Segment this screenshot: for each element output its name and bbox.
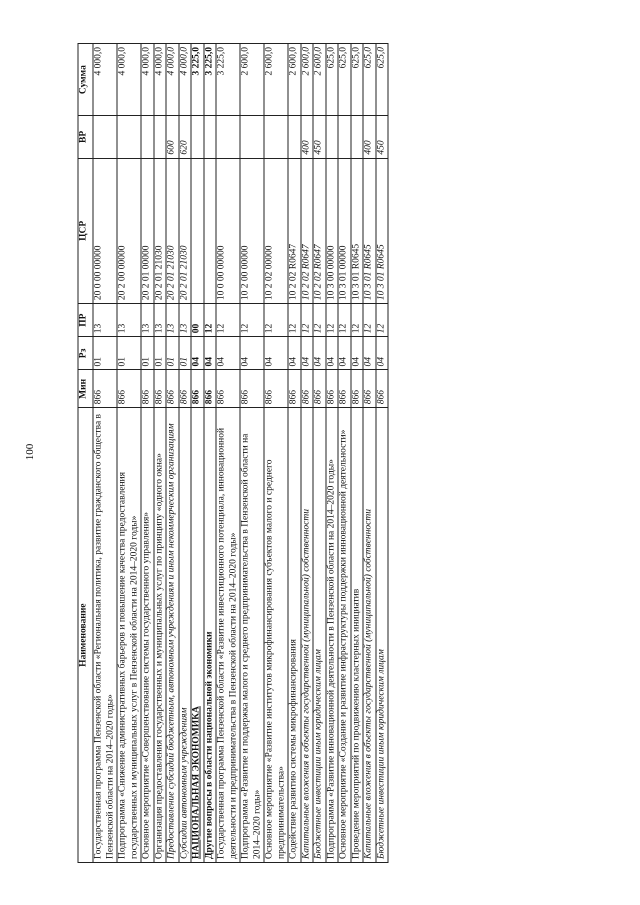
row-min: 866 — [338, 370, 351, 408]
row-name: Проведение мероприятий по продвижению кластерных инициатив — [351, 408, 364, 863]
row-rz: 04 — [376, 337, 389, 370]
row-name: Бюджетные инвестиции иным юридическим лицам — [313, 408, 326, 863]
row-pr: 12 — [326, 304, 339, 337]
row-vr: 450 — [313, 116, 326, 158]
header-rz: Рз — [78, 337, 93, 370]
row-vr: 620 — [179, 116, 192, 158]
row-csr: 10 2 02 00000 — [264, 158, 288, 303]
row-csr: 10 2 02 R0647 — [301, 158, 314, 303]
row-csr: 10 3 01 00000 — [338, 158, 351, 303]
row-name: Предоставление субсидий бюджетным, автономным учреждениям и иным некоммерческим организациям — [166, 408, 179, 863]
row-pr: 13 — [117, 304, 141, 337]
table-row — [216, 44, 240, 863]
row-min: 866 — [117, 370, 141, 408]
row-vr — [216, 116, 240, 158]
row-min: 866 — [326, 370, 339, 408]
row-vr — [326, 116, 339, 158]
row-pr: 12 — [204, 304, 217, 337]
row-vr — [191, 116, 204, 158]
row-pr: 12 — [313, 304, 326, 337]
row-rz: 04 — [338, 337, 351, 370]
row-sum: 625,0 — [326, 44, 339, 116]
row-name: НАЦИОНАЛЬНАЯ ЭКОНОМИКА — [191, 408, 204, 863]
row-csr: 10 2 02 R0647 — [313, 158, 326, 303]
table-row — [240, 44, 264, 863]
table-row — [313, 44, 326, 863]
row-csr: 10 2 02 R0647 — [288, 158, 301, 303]
row-sum: 4 000,0 — [141, 44, 154, 116]
table-row — [191, 44, 204, 863]
row-sum: 2 600,0 — [313, 44, 326, 116]
row-min: 866 — [240, 370, 264, 408]
row-csr: 20 2 01 00000 — [141, 158, 154, 303]
row-rz: 01 — [179, 337, 192, 370]
table-row — [264, 44, 288, 863]
row-rz: 01 — [154, 337, 167, 370]
row-pr: 12 — [240, 304, 264, 337]
header-sum: Сумма — [78, 44, 93, 116]
row-name: Основное мероприятие «Развитие институтов микрофинансирования субъектов малого и среднего предпринимательства» — [264, 408, 288, 863]
row-pr: 12 — [288, 304, 301, 337]
row-name: Содействие развитию системы микрофинансирования — [288, 408, 301, 863]
row-min: 866 — [264, 370, 288, 408]
row-vr — [141, 116, 154, 158]
row-name: Государственная программа Пензенской области «Региональная политика, развитие гражданского общества в Пензенской области на 2014–2020 годы» — [93, 408, 117, 863]
row-pr: 13 — [154, 304, 167, 337]
row-min: 866 — [363, 370, 376, 408]
row-vr: 400 — [301, 116, 314, 158]
row-sum: 2 600,0 — [264, 44, 288, 116]
row-csr: 10 0 00 00000 — [216, 158, 240, 303]
table-row — [351, 44, 364, 863]
row-sum: 4 000,0 — [179, 44, 192, 116]
row-sum: 625,0 — [376, 44, 389, 116]
row-sum: 625,0 — [351, 44, 364, 116]
row-vr — [351, 116, 364, 158]
row-vr — [288, 116, 301, 158]
row-rz: 04 — [326, 337, 339, 370]
row-csr: 10 3 00 00000 — [326, 158, 339, 303]
table-row — [376, 44, 389, 863]
row-min: 866 — [301, 370, 314, 408]
row-min: 866 — [288, 370, 301, 408]
row-rz: 04 — [351, 337, 364, 370]
row-vr — [338, 116, 351, 158]
row-pr: 13 — [179, 304, 192, 337]
header-vr: ВР — [78, 116, 93, 158]
row-name: Основное мероприятие «Создание и развитие инфраструктуры поддержки инновационной деятельности» — [338, 408, 351, 863]
row-csr — [191, 158, 204, 303]
row-csr: 10 3 01 R0645 — [351, 158, 364, 303]
page-number: 100 — [24, 443, 36, 461]
row-rz: 01 — [93, 337, 117, 370]
header-name: Наименование — [78, 408, 93, 863]
row-sum: 4 000,0 — [93, 44, 117, 116]
row-rz: 04 — [288, 337, 301, 370]
row-name: Подпрограмма «Развитие и поддержка малого и среднего предпринимательства в Пензенской области на 2014–2020 годы» — [240, 408, 264, 863]
row-vr: 400 — [363, 116, 376, 158]
row-csr — [204, 158, 217, 303]
row-sum: 4 000,0 — [154, 44, 167, 116]
row-vr — [93, 116, 117, 158]
row-vr — [117, 116, 141, 158]
row-csr: 20 2 00 00000 — [117, 158, 141, 303]
row-name: Основное мероприятие «Совершенствование системы государственного управления» — [141, 408, 154, 863]
row-pr: 12 — [216, 304, 240, 337]
row-pr: 13 — [141, 304, 154, 337]
row-name: Бюджетные инвестиции иным юридическим лицам — [376, 408, 389, 863]
row-min: 866 — [166, 370, 179, 408]
row-vr — [154, 116, 167, 158]
row-csr: 20 2 01 21030 — [154, 158, 167, 303]
row-min: 866 — [351, 370, 364, 408]
table-row — [326, 44, 339, 863]
table-row — [117, 44, 141, 863]
row-csr: 10 2 00 00000 — [240, 158, 264, 303]
row-name: Подпрограмма «Снижение административных барьеров и повышение качества предоставления государственных и муниципальных услуг в Пензенской области на 2014–2020 годы» — [117, 408, 141, 863]
row-pr: 12 — [301, 304, 314, 337]
row-name: Капитальные вложения в объекты государственной (муниципальной) собственности — [301, 408, 314, 863]
row-csr: 20 2 01 21030 — [166, 158, 179, 303]
row-sum: 625,0 — [363, 44, 376, 116]
row-vr — [264, 116, 288, 158]
row-rz: 04 — [301, 337, 314, 370]
row-sum: 2 600,0 — [240, 44, 264, 116]
row-vr — [240, 116, 264, 158]
table-row — [93, 44, 117, 863]
row-rz: 04 — [240, 337, 264, 370]
row-sum: 4 000,0 — [166, 44, 179, 116]
row-min: 866 — [141, 370, 154, 408]
row-name: Государственная программа Пензенской области «Развитие инвестиционного потенциала, инновационной деятельности и предпринимательства в Пензенской области на 2014–2020 годы» — [216, 408, 240, 863]
row-name: Организация предоставления государственных и муниципальных услуг по принципу «одного окна» — [154, 408, 167, 863]
row-min: 866 — [93, 370, 117, 408]
header-min: Мин — [78, 370, 93, 408]
table-row — [204, 44, 217, 863]
row-pr: 12 — [338, 304, 351, 337]
row-rz: 04 — [191, 337, 204, 370]
header-csr: ЦСР — [78, 158, 93, 303]
table-row — [338, 44, 351, 863]
row-name: Подпрограмма «Развитие инновационной деятельности в Пензенской области на 2014–2020 годы» — [326, 408, 339, 863]
table-row — [301, 44, 314, 863]
row-csr: 20 0 00 00000 — [93, 158, 117, 303]
budget-table — [78, 43, 389, 863]
row-min: 866 — [216, 370, 240, 408]
row-min: 866 — [313, 370, 326, 408]
row-vr — [204, 116, 217, 158]
row-pr: 13 — [166, 304, 179, 337]
row-sum: 2 600,0 — [301, 44, 314, 116]
row-vr: 450 — [376, 116, 389, 158]
row-pr: 12 — [264, 304, 288, 337]
row-rz: 01 — [141, 337, 154, 370]
row-min: 866 — [376, 370, 389, 408]
row-rz: 04 — [313, 337, 326, 370]
table-row — [166, 44, 179, 863]
row-sum: 625,0 — [338, 44, 351, 116]
row-min: 866 — [154, 370, 167, 408]
table-row — [154, 44, 167, 863]
row-pr: 13 — [93, 304, 117, 337]
row-pr: 00 — [191, 304, 204, 337]
table-body — [93, 44, 388, 863]
table-header-row — [78, 44, 93, 863]
table-row — [363, 44, 376, 863]
row-csr: 10 3 01 R0645 — [376, 158, 389, 303]
row-csr: 10 3 01 R0645 — [363, 158, 376, 303]
row-pr: 12 — [351, 304, 364, 337]
row-min: 866 — [204, 370, 217, 408]
row-rz: 04 — [204, 337, 217, 370]
table-row — [179, 44, 192, 863]
row-name: Другие вопросы в области национальной экономики — [204, 408, 217, 863]
rotated-budget-sheet — [78, 43, 563, 863]
row-sum: 3 225,0 — [191, 44, 204, 116]
row-rz: 01 — [117, 337, 141, 370]
row-sum: 4 000,0 — [117, 44, 141, 116]
row-vr: 600 — [166, 116, 179, 158]
row-min: 866 — [179, 370, 192, 408]
row-name: Капитальные вложения в объекты государственной (муниципальной) собственности — [363, 408, 376, 863]
row-rz: 01 — [166, 337, 179, 370]
row-sum: 3 225,0 — [204, 44, 217, 116]
row-rz: 04 — [264, 337, 288, 370]
row-pr: 12 — [376, 304, 389, 337]
row-rz: 04 — [363, 337, 376, 370]
row-sum: 2 600,0 — [288, 44, 301, 116]
table-row — [288, 44, 301, 863]
table-row — [141, 44, 154, 863]
row-min: 866 — [191, 370, 204, 408]
row-csr: 20 2 01 21030 — [179, 158, 192, 303]
row-name: Субсидии автономным учреждениям — [179, 408, 192, 863]
row-pr: 12 — [363, 304, 376, 337]
header-pr: ПР — [78, 304, 93, 337]
row-sum: 3 225,0 — [216, 44, 240, 116]
row-rz: 04 — [216, 337, 240, 370]
